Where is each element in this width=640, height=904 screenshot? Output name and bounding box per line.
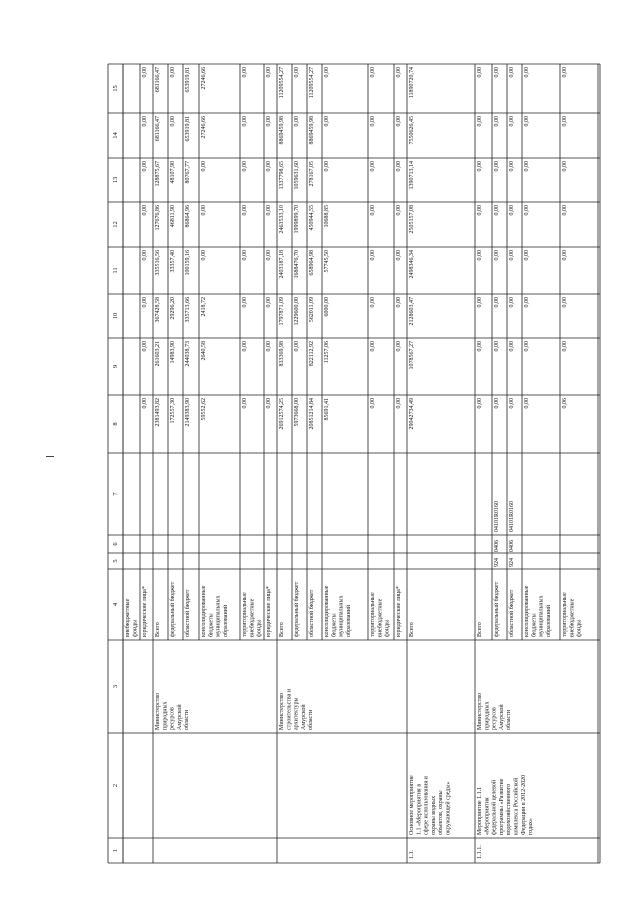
value-13: 48107,90 <box>170 161 176 184</box>
value-11: 57745,50 <box>324 250 330 273</box>
value-14: 27246,66 <box>201 116 207 139</box>
value-9: 14983,90 <box>170 341 176 364</box>
value-13: 0,00 <box>242 161 248 172</box>
value-13: 0,00 <box>142 161 148 172</box>
code-section: 0406 <box>494 540 500 552</box>
value-12: 0,00 <box>562 205 568 216</box>
executor-line: ресурсов <box>169 707 176 730</box>
value-15: 0,00 <box>494 67 500 78</box>
value-11: 0,00 <box>509 250 515 261</box>
value-14: 0,00 <box>562 116 568 127</box>
value-11: 0,00 <box>201 250 207 261</box>
value-13: 1390713,14 <box>409 161 415 190</box>
value-11: 2498346,34 <box>409 250 415 279</box>
executor-line: Министерство <box>279 693 285 730</box>
item-name-line: окружающей среды» <box>445 781 452 835</box>
value-8: 172557,30 <box>170 398 176 424</box>
header-number-6: 6 <box>112 542 119 546</box>
value-12: 0,00 <box>524 205 530 216</box>
value-10: 0,00 <box>266 297 272 308</box>
executor-line: природных <box>162 701 169 730</box>
value-15: 11209554,27 <box>279 67 285 99</box>
value-14: 0,00 <box>494 116 500 127</box>
value-12: 127676,86 <box>155 205 161 231</box>
item-name-line: 1.1 «Мероприятия в <box>416 783 423 835</box>
source-line: территориальные <box>370 592 376 637</box>
value-14: 681166,47 <box>155 116 161 142</box>
value-13: 0,00 <box>266 161 272 172</box>
item-number: 1.1.1. <box>476 845 483 859</box>
value-14: 0,00 <box>524 116 530 127</box>
item-name-line: годах» <box>528 818 535 835</box>
source-line: федеральный бюджет <box>294 581 300 637</box>
source-line: образований <box>345 604 352 637</box>
value-14: 0,00 <box>170 116 176 127</box>
value-15: 653919,81 <box>185 67 191 93</box>
value-8: 0,00 <box>242 398 248 409</box>
value-14: 0,00 <box>370 116 376 127</box>
value-13: 1059631,60 <box>294 161 300 190</box>
value-10: 29296,20 <box>170 297 176 320</box>
value-12: 0,00 <box>142 205 148 216</box>
value-8: 26912574,25 <box>279 398 285 430</box>
value-11: 658964,98 <box>309 250 315 276</box>
header-number-3: 3 <box>112 684 119 689</box>
executor-line: Министерство <box>155 693 161 730</box>
source-line: консолидированные <box>524 585 530 637</box>
value-10: 6000,00 <box>324 297 330 317</box>
value-8: 0,00 <box>494 398 500 409</box>
value-15: 0,00 <box>477 67 483 78</box>
value-10: 0,00 <box>494 297 500 308</box>
code-target: 04101R0160 <box>509 500 515 532</box>
value-15: 11209554,27 <box>309 67 315 99</box>
item-name-line: программы «Развитие <box>498 778 505 835</box>
item-number: 1.1. <box>408 849 415 859</box>
value-12: 10688,85 <box>324 205 330 228</box>
value-13: 278167,05 <box>309 161 315 187</box>
value-14: 0,00 <box>266 116 272 127</box>
value-10: 1229600,00 <box>294 297 300 326</box>
value-9: 0,00 <box>494 341 500 352</box>
source-line: фонды <box>132 619 139 637</box>
value-13: 0,00 <box>562 161 568 172</box>
value-9: 0,00 <box>396 341 402 352</box>
value-11: 0,00 <box>396 250 402 261</box>
value-8: 29042734,49 <box>409 398 415 430</box>
value-8: 85691,41 <box>324 398 330 421</box>
code-target: 04101R0160 <box>494 500 500 532</box>
source-line: внебюджетные <box>377 598 384 637</box>
value-8: 0,00 <box>396 398 402 409</box>
value-8: 0,00 <box>477 398 483 409</box>
source-line: территориальные <box>242 592 248 637</box>
header-number-8: 8 <box>112 422 119 426</box>
value-14: 8869459,98 <box>279 116 285 145</box>
source-line: консолидированные <box>324 585 330 637</box>
value-9: 822112,92 <box>309 341 315 367</box>
value-13: 0,00 <box>509 161 515 172</box>
value-8: 0,00 <box>524 398 530 409</box>
value-13: 0,00 <box>201 161 207 172</box>
header-number-12: 12 <box>112 221 119 228</box>
source-line: фонды <box>384 619 391 637</box>
source-line: федеральный бюджет <box>494 581 500 637</box>
source-line: Всего <box>477 622 483 637</box>
value-8: 0,00 <box>142 398 148 409</box>
header-number-2: 2 <box>112 783 119 788</box>
header-number-14: 14 <box>112 132 119 139</box>
header-number-1: 1 <box>112 848 119 853</box>
value-14: 8869459,98 <box>309 116 315 145</box>
value-14: 0,00 <box>396 116 402 127</box>
executor-line: области <box>184 709 191 730</box>
header-number-11: 11 <box>112 267 119 274</box>
value-14: 7550626,45 <box>409 116 415 145</box>
value-10: 1797871,09 <box>279 297 285 326</box>
item-name-line: Федерации в 2012-2020 <box>520 774 527 835</box>
executor-line: природных <box>484 701 491 730</box>
value-15: 0,00 <box>370 67 376 78</box>
value-15: 0,00 <box>524 67 530 78</box>
value-9: 0,00 <box>242 341 248 352</box>
value-13: 0,00 <box>396 161 402 172</box>
value-15: 0,00 <box>509 67 515 78</box>
source-line: Всего <box>155 622 161 637</box>
value-12: 86864,96 <box>185 205 191 228</box>
item-name-line: Основное мероприятие <box>409 775 415 835</box>
executor-line: Амурской <box>498 704 505 730</box>
value-11: 0,00 <box>370 250 376 261</box>
value-9: 0,00 <box>142 341 148 352</box>
value-15: 0,00 <box>266 67 272 78</box>
value-12: 0,00 <box>370 205 376 216</box>
source-line: внебюджетные <box>249 598 256 637</box>
value-10: 0,00 <box>396 297 402 308</box>
executor-line: Амурской <box>176 704 183 730</box>
source-line: муниципальных <box>215 595 222 637</box>
value-9: 833369,98 <box>279 341 285 367</box>
value-12: 0,00 <box>242 205 248 216</box>
value-12: 2463533,10 <box>279 205 285 234</box>
value-13: 128875,67 <box>155 161 161 187</box>
value-13: 0,00 <box>524 161 530 172</box>
value-8: 0,00 <box>370 398 376 409</box>
value-10: 0,00 <box>524 297 530 308</box>
executor-line: области <box>506 709 513 730</box>
value-14: 0,00 <box>294 116 300 127</box>
value-11: 2403187,18 <box>279 250 285 279</box>
executor-line: архитектуры <box>293 697 300 730</box>
value-15: 0,00 <box>562 67 568 78</box>
source-line: консолидированные <box>201 585 207 637</box>
value-8: 0,06 <box>562 398 568 409</box>
item-name-line: объектов, охраны <box>438 790 445 835</box>
value-9: 1078567,27 <box>409 341 415 370</box>
source-line: юридические лица* <box>142 586 148 637</box>
value-11: 0,00 <box>477 250 483 261</box>
value-10: 367428,58 <box>155 297 161 323</box>
value-14: 0,00 <box>324 116 330 127</box>
code-section: 0406 <box>509 540 515 552</box>
value-10: 2418,72 <box>201 297 207 317</box>
source-line: областной бюджет <box>509 589 515 637</box>
value-10: 0,00 <box>142 297 148 308</box>
value-11: 33357,40 <box>170 250 176 273</box>
value-8: 0,00 <box>266 398 272 409</box>
value-9: 244038,73 <box>185 341 191 367</box>
header-number-5: 5 <box>112 559 119 563</box>
value-12: 46811,90 <box>170 205 176 228</box>
value-12: 0,00 <box>494 205 500 216</box>
value-12: 0,00 <box>266 205 272 216</box>
header-number-15: 15 <box>112 85 119 92</box>
source-line: внебюджетные <box>569 598 576 637</box>
value-8: 5973668,00 <box>294 398 300 427</box>
code-adm: 924 <box>494 558 500 567</box>
value-14: 0,00 <box>142 116 148 127</box>
header-number-13: 13 <box>112 176 119 184</box>
value-14: 0,00 <box>242 116 248 127</box>
value-12: 0,00 <box>396 205 402 216</box>
source-line: фонды <box>576 619 583 637</box>
value-10: 0,00 <box>242 297 248 308</box>
value-10: 335713,66 <box>185 297 191 323</box>
value-10: 0,00 <box>562 297 568 308</box>
source-line: образований <box>222 604 229 637</box>
value-15: 0,00 <box>142 67 148 78</box>
source-line: областной бюджет <box>185 589 191 637</box>
value-10: 2128603,47 <box>409 297 415 326</box>
value-9: 0,00 <box>509 341 515 352</box>
value-12: 2505157,08 <box>409 205 415 234</box>
value-12: 1999899,70 <box>294 205 300 234</box>
value-9: 0,00 <box>477 341 483 352</box>
source-line: бюджеты <box>331 613 338 637</box>
value-11: 0,00 <box>142 250 148 261</box>
table-grid <box>108 64 600 863</box>
value-12: 0,00 <box>509 205 515 216</box>
source-line: федеральный бюджет <box>170 581 176 637</box>
value-9: 0,00 <box>524 341 530 352</box>
value-10: 0,00 <box>477 297 483 308</box>
value-13: 80767,77 <box>185 161 191 184</box>
item-name-line: «Мероприятия <box>484 797 491 835</box>
value-9: 0,00 <box>294 341 300 352</box>
value-8: 2149383,90 <box>185 398 191 427</box>
value-8: 59552,62 <box>201 398 207 421</box>
value-11: 335516,56 <box>155 250 161 276</box>
value-15: 0,00 <box>294 67 300 78</box>
item-name-line: сфере использования и <box>423 776 430 835</box>
value-12: 0,00 <box>477 205 483 216</box>
source-line: муниципальных <box>338 595 345 637</box>
value-11: 0,00 <box>494 250 500 261</box>
value-13: 1337798,65 <box>279 161 285 190</box>
value-8: 0,00 <box>509 398 515 409</box>
value-15: 0,00 <box>242 67 248 78</box>
executor-line: области <box>308 709 315 730</box>
source-line: муниципальных <box>538 595 545 637</box>
source-line: фонды <box>256 619 263 637</box>
header-number-9: 9 <box>112 364 119 369</box>
executor-line: Министерство <box>477 693 483 730</box>
source-line: образований <box>545 604 552 637</box>
executor-line: ресурсов <box>491 707 498 730</box>
value-13: 0,00 <box>494 161 500 172</box>
value-15: 0,00 <box>396 67 402 78</box>
value-9: 11257,06 <box>324 341 330 364</box>
value-14: 0,00 <box>477 116 483 127</box>
header-number-4: 4 <box>112 602 119 607</box>
value-15: 27246,66 <box>201 67 207 90</box>
value-10: 0,00 <box>509 297 515 308</box>
value-11: 0,00 <box>242 250 248 261</box>
value-9: 0,00 <box>370 341 376 352</box>
item-name-line: водохозяйственного <box>506 783 513 835</box>
source-line: областной бюджет <box>309 589 315 637</box>
header-number-7: 7 <box>112 492 119 496</box>
value-8: 2381493,82 <box>155 398 161 427</box>
value-11: 0,00 <box>562 250 568 261</box>
value-8: 20851214,84 <box>309 398 315 430</box>
value-14: 0,00 <box>509 116 515 127</box>
value-12: 450944,55 <box>309 205 315 231</box>
value-9: 0,00 <box>562 341 568 352</box>
header-number-10: 10 <box>112 312 119 320</box>
value-15: 11890720,74 <box>409 67 415 99</box>
value-15: 0,00 <box>324 67 330 78</box>
source-line: Всего <box>279 622 285 637</box>
value-15: 0,00 <box>170 67 176 78</box>
value-9: 2640,58 <box>201 341 207 361</box>
item-name-line: Мероприятие 1.1.1 <box>477 786 483 835</box>
source-line: юридические лица* <box>396 586 402 637</box>
value-15: 681166,47 <box>155 67 161 93</box>
executor-line: строительства и <box>286 689 293 730</box>
item-name-line: федеральной целевой <box>491 779 498 835</box>
source-line: юридические лица* <box>266 586 272 637</box>
value-10: 562011,09 <box>309 297 315 323</box>
source-line: Всего <box>409 622 415 637</box>
value-13: 0,00 <box>477 161 483 172</box>
value-12: 0,00 <box>201 205 207 216</box>
source-line: внебюджетные <box>125 598 131 637</box>
item-name-line: комплекса Российской <box>513 777 520 835</box>
value-11: 0,00 <box>266 250 272 261</box>
value-9: 0,00 <box>266 341 272 352</box>
value-13: 0,00 <box>324 161 330 172</box>
value-11: 0,00 <box>524 250 530 261</box>
value-11: 1688476,70 <box>294 250 300 279</box>
item-name-line: охраны водных <box>430 795 437 835</box>
value-9: 261603,21 <box>155 341 161 367</box>
value-13: 0,00 <box>370 161 376 172</box>
table-text <box>112 67 583 859</box>
value-10: 0,00 <box>370 297 376 308</box>
code-adm: 924 <box>509 558 515 567</box>
source-line: территориальные <box>562 592 568 637</box>
source-line: бюджеты <box>531 613 538 637</box>
executor-line: Амурской <box>300 704 307 730</box>
value-11: 100159,16 <box>185 250 191 276</box>
value-14: 653919,81 <box>185 116 191 142</box>
source-line: бюджеты <box>208 613 215 637</box>
